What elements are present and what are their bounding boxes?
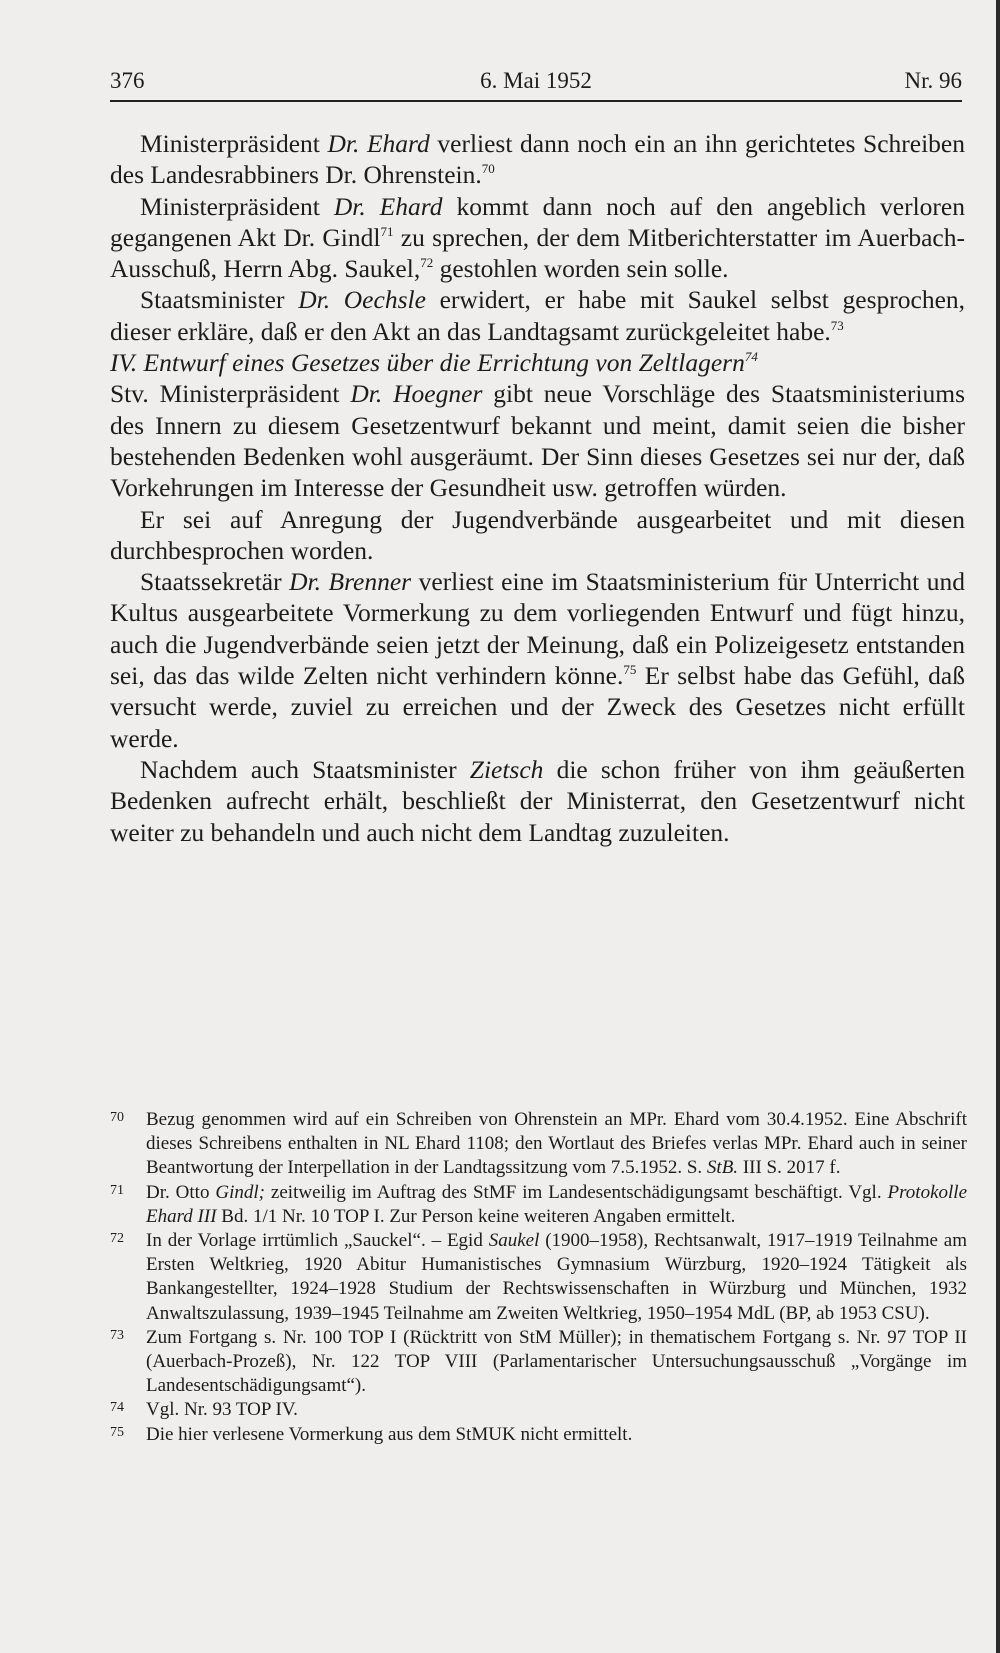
footnote-70: 70 Bezug genommen wird auf ein Schreiben von Ohrenstein an MPr. Ehard vom 30.4.1952. Eine Abschrift dieses Schreibens enthalten in NL Ehard 1108; den Wortlaut des Briefes verlas MPr. Ehard auch in seiner Beantwortung der Interpellation in der Landtagssitzung vom 7.5.1952. S. StB. III S. 2017 f. [110,1108,967,1181]
footnote-number: 75 [110,1424,124,1440]
paragraph-gindl-file: Ministerpräsident Dr. Ehard kommt dann noch auf den angeblich verloren gegangenen Akt Dr. Gindl$^{71}$ zu sprechen, der dem Mitberichterstatter im Auerbach-Ausschuß, Herrn Abg. Saukel,$^{72}$ gestohlen worden sein solle. [110,191,965,284]
footnote-74: 74 Vgl. Nr. 93 TOP IV. [110,1398,967,1422]
footnote-ref: 71 [380,223,394,239]
footnote-ref: 74 [744,349,758,365]
footnotes [110,1108,967,1447]
section-heading: IV. Entwurf eines Gesetzes über die Errichtung von Zeltlagern$^{74}$ [110,348,758,378]
footnote-number: 70 [110,1110,124,1125]
person-name: Dr. Brenner [289,567,412,597]
paragraph-jugendverbaende: Er sei auf Anregung der Jugendverbände ausgearbeitet und mit diesen durchbesprochen worden. [110,504,965,565]
paragraph-oechsle: Staatsminister Dr. Oechsle erwidert, er habe mit Saukel selbst gesprochen, dieser erkläre, daß er den Akt an das Landtagsamt zurückgeleitet habe.$^{73}$ [110,285,966,346]
page-edge [996,0,1000,1653]
page-number: 376 [110,68,145,93]
header-rule [110,100,962,102]
footnote-75: 75 Die hier verlesene Vormerkung aus dem StMUK nicht ermittelt. [110,1423,967,1447]
main-text [110,128,965,848]
footnote-ref: 73 [830,317,844,333]
footnote-71: 71 Dr. Otto Gindl; zeitweilig im Auftrag des StMF im Landesentschädigungsamt beschäftigt. Vgl. Protokolle Ehard III Bd. 1/1 Nr. 10 TOP I. Zur Person keine weiteren Angaben ermittelt. [110,1181,967,1229]
footnote-number: 71 [110,1182,124,1198]
person-name: Dr. Ehard [333,191,443,221]
paragraph-ehard-letter: Ministerpräsident Dr. Ehard verliest dann noch ein an ihn gerichtetes Schreiben des Landesrabbiners Dr. Ohrenstein.$^{70}$ [110,129,965,190]
header-date: 6. Mai 1952 [480,68,592,93]
footnote-number: 72 [110,1231,124,1247]
document-number: Nr. 96 [904,68,962,93]
footnote-ref: 75 [623,662,637,678]
person-name: Zietsch [469,754,544,784]
person-name: Dr. Hoegner [350,379,483,409]
paragraph-brenner: Staatssekretär Dr. Brenner verliest eine im Staatsministerium für Unterricht und Kultus ausgearbeitete Vormerkung zu dem vorliegenden Entwurf und fügt hinzu, auch die Jugendverbände seien jetzt der Meinung, daß ein Polizeigesetz entstanden sei, das das wilde Zelten nicht verhindern könne.$^{75}$ Er selbst habe das Gefühl, daß versucht werde, zuviel zu erreichen und der Zweck des Gesetzes nicht erfüllt werde. [110,567,965,753]
footnote-73: 73 Zum Fortgang s. Nr. 100 TOP I (Rücktritt von StM Müller); in thematischem Fortgang s. Nr. 97 TOP II (Auerbach-Prozeß), Nr. 122 TOP VIII (Parlamentarischer Untersuchungsausschuß „Vorgänge im Landesentschädigungsamt“). [110,1326,967,1399]
person-name: Dr. Oechsle [298,285,426,315]
footnote-ref: 72 [420,255,434,271]
footnote-number: 74 [110,1400,124,1416]
footnote-number: 73 [110,1327,124,1343]
running-header [110,62,962,98]
paragraph-zietsch: Nachdem auch Staatsminister Zietsch die schon früher von ihm geäußerten Bedenken aufrecht erhält, beschließt der Ministerrat, den Gesetzentwurf nicht weiter zu behandeln und auch nicht dem Landtag zuzuleiten. [110,754,965,847]
footnote-72: 72 In der Vorlage irrtümlich „Sauckel“. – Egid Saukel (1900–1958), Rechtsanwalt, 1917–1919 Teilnahme am Ersten Weltkrieg, 1920 Abitur Humanistisches Gymnasium Würzburg, 1920–1924 Tätigkeit als Bankangestellter, 1924–1928 Studium der Rechtswissenschaften in Würzburg und München, 1932 Anwaltszulassung, 1939–1945 Teilnahme am Zweiten Weltkrieg, 1950–1954 MdL (BP, ab 1953 CSU). [110,1229,967,1326]
person-name: Dr. Ehard [327,129,430,158]
paragraph-hoegner: Stv. Ministerpräsident Dr. Hoegner gibt neue Vorschläge des Staatsministeriums des Innern zu diesem Gesetzentwurf bekannt und meint, damit seien die bisher bestehenden Bedenken wohl ausgeräumt. Der Sinn dieses Gesetzes sei nur der, daß Vorkehrungen im Interesse der Gesundheit usw. getroffen würden. [110,379,965,503]
footnote-ref: 70 [481,161,495,177]
